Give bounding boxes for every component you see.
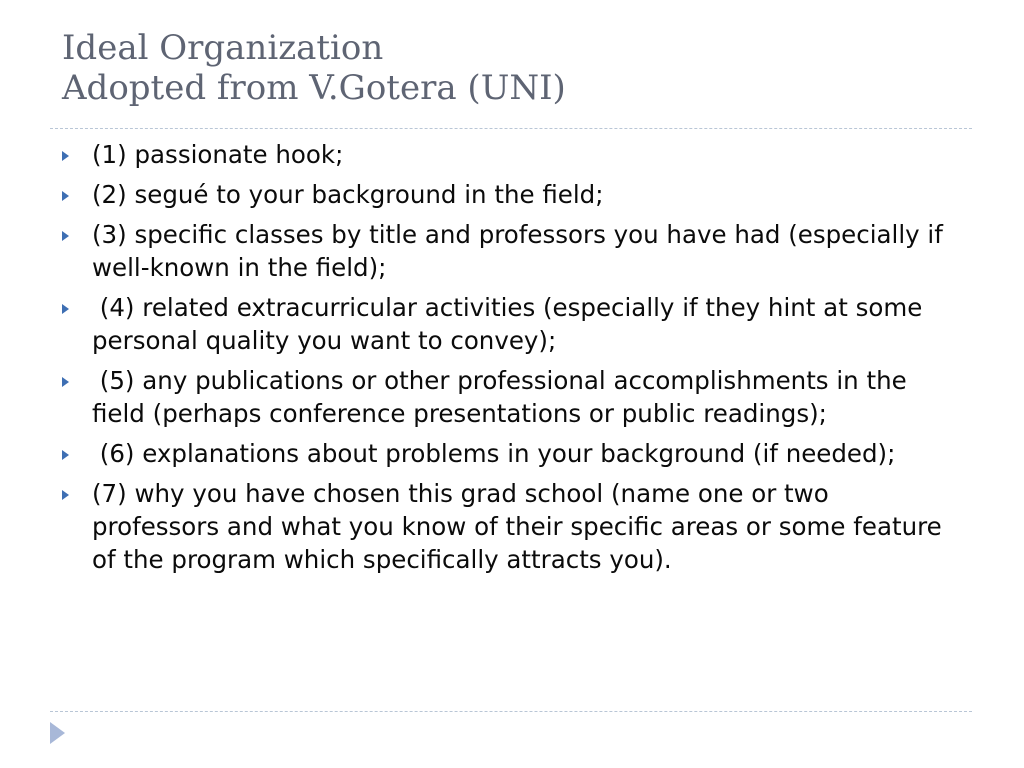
bullet-item-4 — [62, 291, 962, 357]
slide-title — [62, 28, 962, 108]
bullet-arrow-icon — [62, 450, 69, 460]
next-slide-arrow-icon[interactable] — [50, 722, 65, 744]
bullet-item-5 — [62, 364, 962, 430]
bullet-text: (5) any publications or other professional accomplishments in the field (perhaps conference presentations or public readings); — [92, 366, 907, 428]
bullet-arrow-icon — [62, 231, 69, 241]
bullet-item-3 — [62, 218, 962, 284]
title-line-1: Ideal Organization — [62, 28, 384, 68]
bullet-text: (4) related extracurricular activities (especially if they hint at some personal quality you want to convey); — [92, 293, 923, 355]
bullet-text: (1) passionate hook; — [92, 140, 344, 169]
bullet-list — [62, 138, 962, 583]
bullet-arrow-icon — [62, 377, 69, 387]
bullet-text: (2) segué to your background in the field; — [92, 180, 604, 209]
bullet-item-7 — [62, 477, 962, 576]
bullet-arrow-icon — [62, 151, 69, 161]
bullet-arrow-icon — [62, 490, 69, 500]
bullet-text: (3) specific classes by title and professors you have had (especially if well-known in the field); — [92, 220, 943, 282]
top-divider — [50, 128, 972, 129]
bullet-item-1 — [62, 138, 962, 171]
bullet-arrow-icon — [62, 304, 69, 314]
bullet-item-6 — [62, 437, 962, 470]
bullet-item-2 — [62, 178, 962, 211]
bullet-arrow-icon — [62, 191, 69, 201]
bullet-text: (6) explanations about problems in your background (if needed); — [92, 439, 896, 468]
bottom-divider — [50, 711, 972, 712]
title-line-2: Adopted from V.Gotera (UNI) — [62, 68, 566, 108]
bullet-text: (7) why you have chosen this grad school (name one or two professors and what you know of their specific areas or some feature of the program which specifically attracts you). — [92, 479, 942, 574]
